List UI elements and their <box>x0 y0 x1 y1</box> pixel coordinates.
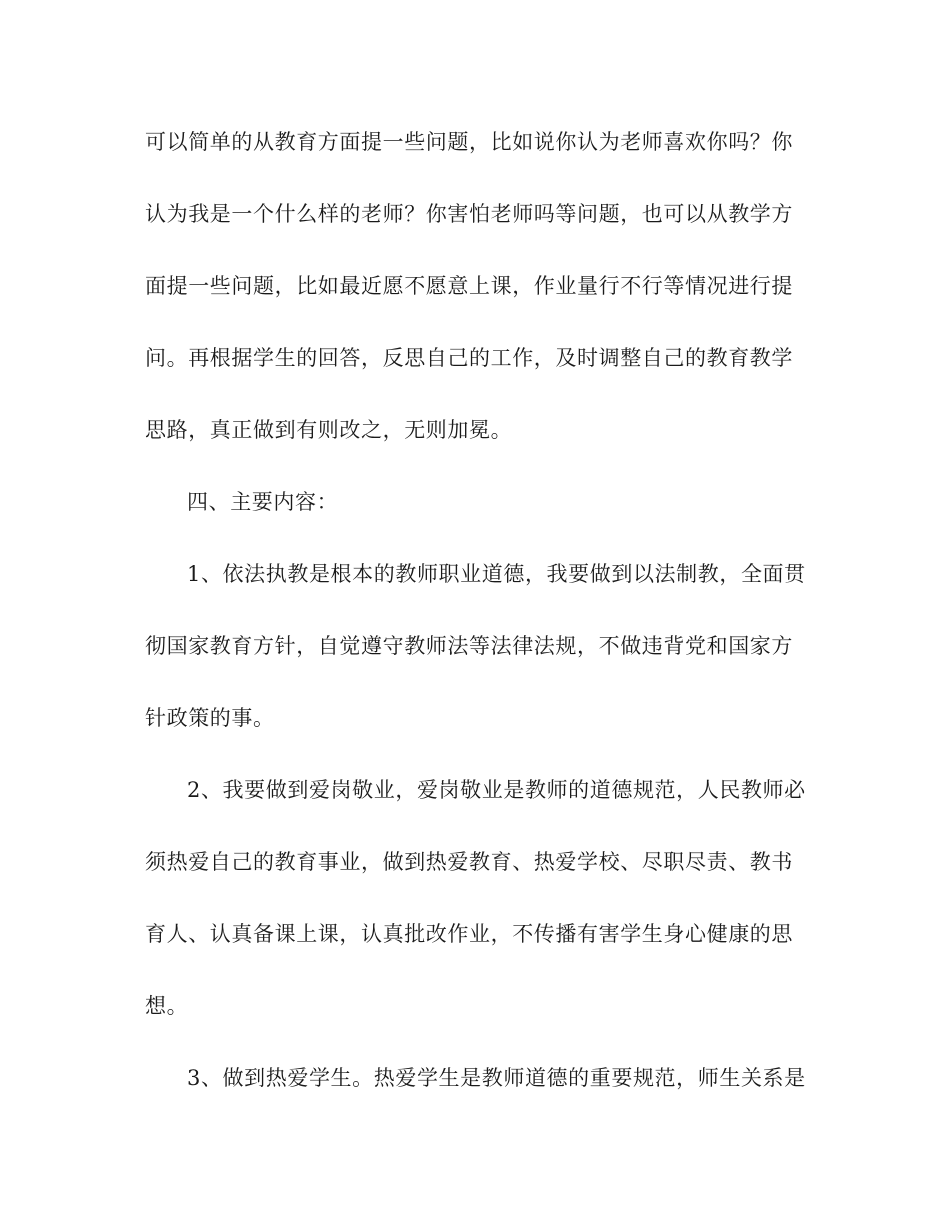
list-item-1-line-3: 针政策的事。 <box>145 706 275 730</box>
paragraph-line-4: 问。再根据学生的回答，反思自己的工作，及时调整自己的教育教学 <box>145 346 793 370</box>
list-item-2-line-1: 2、我要做到爱岗敬业，爱岗敬业是教师的道德规范，人民教师必 <box>187 778 806 802</box>
list-item-3-line-1: 3、做到热爱学生。热爱学生是教师道德的重要规范，师生关系是 <box>187 1066 806 1090</box>
list-item-2-line-3: 育人、认真备课上课，认真批改作业，不传播有害学生身心健康的思 <box>145 922 793 946</box>
list-item-2-line-4: 想。 <box>145 994 189 1018</box>
paragraph-line-2: 认为我是一个什么样的老师？你害怕老师吗等问题，也可以从教学方 <box>145 202 793 226</box>
paragraph-line-5: 思路，真正做到有则改之，无则加冕。 <box>145 418 513 442</box>
list-item-2-line-2: 须热爱自己的教育事业，做到热爱教育、热爱学校、尽职尽责、教书 <box>145 850 793 874</box>
list-item-1-line-1: 1、依法执教是根本的教师职业道德，我要做到以法制教，全面贯 <box>187 562 806 586</box>
section-heading: 四、主要内容： <box>187 490 339 514</box>
paragraph-line-1: 可以简单的从教育方面提一些问题，比如说你认为老师喜欢你吗？你 <box>145 130 793 154</box>
list-item-1-line-2: 彻国家教育方针，自觉遵守教师法等法律法规，不做违背党和国家方 <box>145 634 793 658</box>
paragraph-line-3: 面提一些问题，比如最近愿不愿意上课，作业量行不行等情况进行提 <box>145 274 793 298</box>
